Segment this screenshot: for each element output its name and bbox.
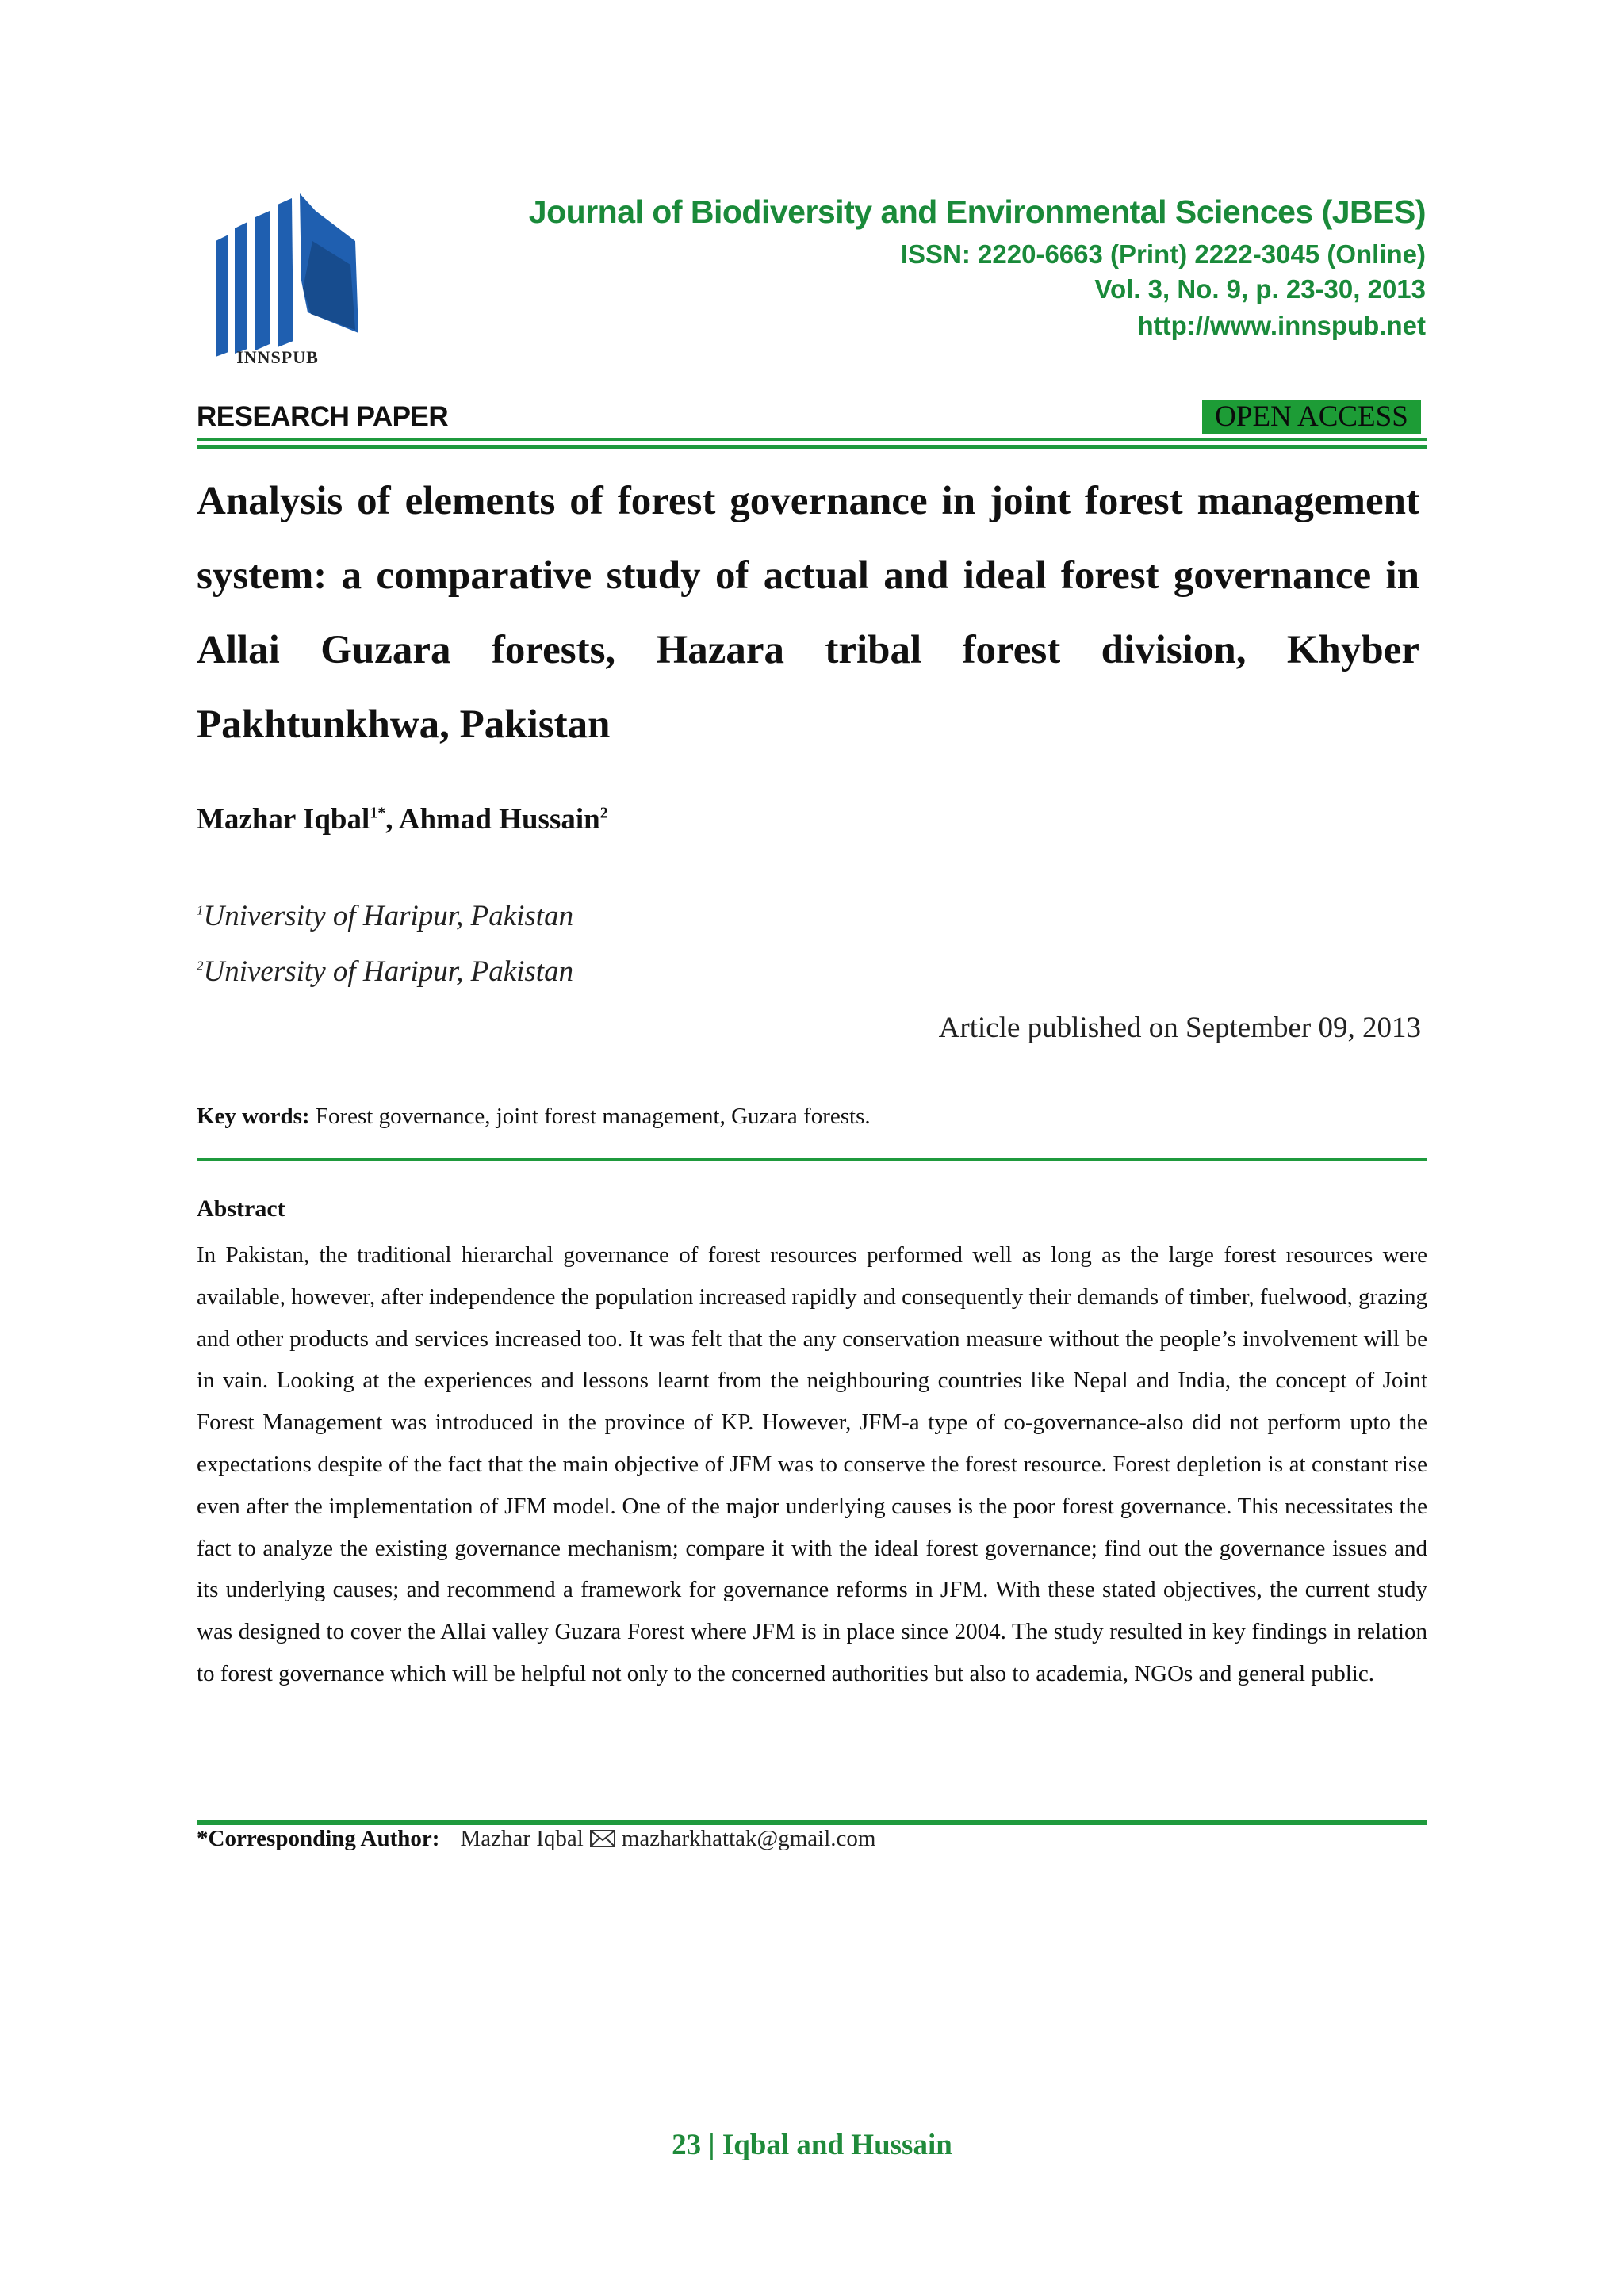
corresponding-author-label: *Corresponding Author: <box>197 1826 440 1851</box>
affiliation <box>197 899 573 933</box>
author-name: Ahmad Hussain <box>398 803 600 836</box>
corresponding-author <box>197 1826 875 1852</box>
abstract-body: In Pakistan, the traditional hierarchal governance of forest resources performed well as long as the large forest resources were available, however, after independence the population increased rapidly and consequently their demands of timber, fuelwood, grazing and other products and services increased too. It was felt that the any conservation measure without the people’s involvement will be in vain. Looking at the experiences and lessons learnt from the neighbouring countries like Nepal and India, the concept of Joint Forest Management was introduced in the province of KP. However, JFM-a type of co-governance-also did not perform upto the expectations despite of the fact that the main objective of JFM was to conserve the forest resource. Forest depletion is at constant rise even after the implementation of JFM model. One of the major underlying causes is the poor forest governance. This necessitates the fact to analyze the existing governance mechanism; compare it with the ideal forest governance; find out the governance issues and its underlying causes; and recommend a framework for governance reforms in JFM. With these stated objectives, the current study was designed to cover the Allai valley Guzara Forest where JFM is in place since 2004. The study resulted in key findings in relation to forest governance which will be helpful not only to the concerned authorities but also to academia, NGOs and general public. <box>197 1242 1427 1686</box>
abstract-divider <box>197 1820 1427 1825</box>
affiliation-text: University of Haripur, Pakistan <box>203 955 574 988</box>
keywords-label: Key words: <box>197 1104 310 1129</box>
paper-title: Analysis of elements of forest governance in joint forest management system: a comparative study of actual and ideal forest governance in Allai Guzara forests, Hazara tribal forest division, Khyber Pakhtunkhwa, Pakistan <box>197 479 1419 747</box>
innspub-logo-icon <box>208 193 366 368</box>
author-name: Mazhar Iqbal <box>197 803 370 836</box>
affiliation-superscript: 1 <box>197 902 204 918</box>
envelope-icon <box>590 1830 615 1847</box>
page-number: 23 <box>672 2129 702 2161</box>
affiliation-text: University of Haripur, Pakistan <box>203 900 574 932</box>
author-list: Mazhar Iqbal$^{1*}$, Ahmad Hussain$^2$ <box>197 803 608 836</box>
publisher-logo-text: INNSPUB <box>236 347 319 367</box>
journal-volume: Vol. 3, No. 9, p. 23-30, 2013 <box>1094 274 1426 304</box>
affiliation-superscript: 2 <box>197 958 204 974</box>
corresponding-author-email[interactable]: mazharkhattak@gmail.com <box>621 1826 876 1851</box>
paper-type-label: RESEARCH PAPER <box>197 401 449 432</box>
keywords-divider <box>197 1158 1427 1161</box>
journal-title: Journal of Biodiversity and Environmental Sciences (JBES) <box>528 193 1426 230</box>
author-superscript: 2 <box>599 804 608 822</box>
publication-date: Article published on September 09, 2013 <box>938 1012 1421 1044</box>
author-superscript: 1* <box>370 804 386 822</box>
abstract-heading: Abstract <box>197 1196 285 1222</box>
journal-issn: ISSN: 2220-6663 (Print) 2222-3045 (Online) <box>900 239 1426 269</box>
header-divider <box>197 438 1427 441</box>
keywords <box>197 1104 871 1130</box>
open-access-badge: OPEN ACCESS <box>1202 400 1421 434</box>
journal-website-link[interactable]: http://www.innspub.net <box>1137 311 1426 340</box>
footer-authors: Iqbal and Hussain <box>722 2129 952 2161</box>
header-divider <box>197 445 1427 449</box>
affiliation <box>197 955 573 989</box>
page-footer <box>0 2128 1624 2162</box>
keywords-text: Forest governance, joint forest management, Guzara forests. <box>315 1104 871 1129</box>
corresponding-author-name: Mazhar Iqbal <box>460 1826 584 1851</box>
footer-separator: | <box>708 2129 715 2161</box>
